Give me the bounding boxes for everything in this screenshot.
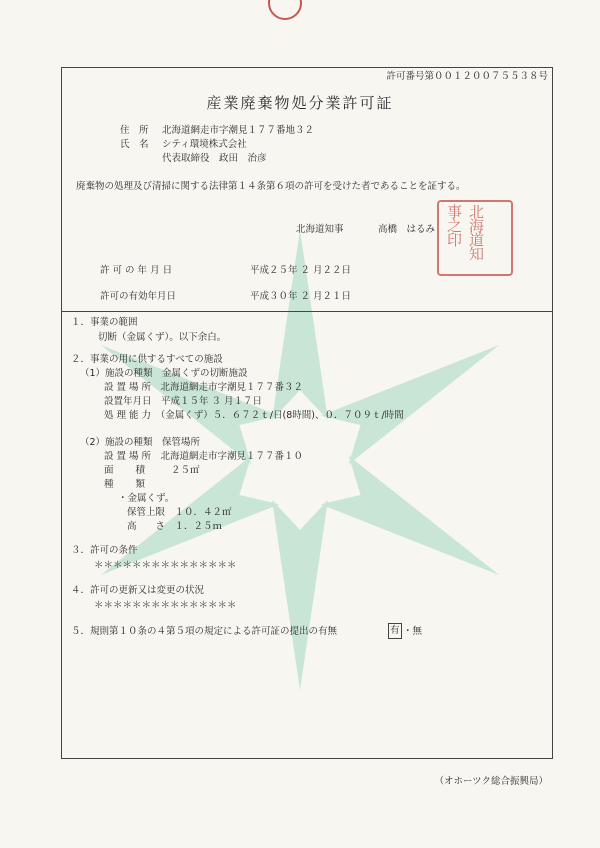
facility-2-area: ２５㎡ xyxy=(171,465,200,476)
facility-2-area-label: 面 積 xyxy=(104,465,146,476)
divider xyxy=(61,311,553,312)
expiry-date-label: 許可の有効年月日 xyxy=(100,291,177,302)
section-2-heading: ２．事業の用に供するすべての施設 xyxy=(71,354,223,365)
section-4-heading: ４．許可の更新又は変更の状況 xyxy=(71,585,205,596)
section-5-no: ・無 xyxy=(403,626,423,637)
representative: 代表取締役 政田 治彦 xyxy=(162,153,267,164)
facility-2-kind: ・金属くず。 xyxy=(118,493,175,504)
section-3-heading: ３．許可の条件 xyxy=(71,545,138,556)
certification-text: 廃棄物の処理及び清掃に関する法律第１４条第６項の許可を受けた者であることを証する。 xyxy=(76,181,466,192)
section-3-body: ＊＊＊＊＊＊＊＊＊＊＊＊＊＊＊ xyxy=(94,560,237,571)
document-title: 産業廃棄物処分業許可証 xyxy=(206,94,394,112)
issue-date-value: 平成２５年 ２ 月２２日 xyxy=(250,265,352,276)
facility-1-location: 設 置 場 所 北海道網走市字潮見１７７番３２ xyxy=(104,382,304,393)
section-4-body: ＊＊＊＊＊＊＊＊＊＊＊＊＊＊＊ xyxy=(94,600,237,611)
address-label: 住 所 xyxy=(120,125,149,136)
seal-text: 北海道知事之印 xyxy=(445,204,485,260)
facility-1-type: （1）施設の種類 金属くずの切断施設 xyxy=(80,368,248,379)
section-1-body: 切断（金属くず）。以下余白。 xyxy=(98,332,227,343)
section-5-yes: 有 xyxy=(388,623,402,639)
issue-date-label: 許 可 の 年 月 日 xyxy=(100,265,173,276)
facility-1-capacity: 処 理 能 力 （金属くず）５．６７２ｔ/日(8時間)、０．７０９ｔ/時間 xyxy=(104,410,404,421)
footer-issuer: （オホーツク総合振興局） xyxy=(434,776,548,787)
section-1-heading: １．事業の範囲 xyxy=(71,317,138,328)
facility-1-date: 設置年月日 平成１５年 ３ 月１７日 xyxy=(104,396,263,407)
facility-2-type: （2）施設の種類 保管場所 xyxy=(80,437,201,448)
facility-2-kind-label: 種 類 xyxy=(104,479,146,490)
company-name: シティ環境株式会社 xyxy=(162,139,247,150)
permit-number: 許可番号第００１２００７５５３８号 xyxy=(386,71,548,82)
governor-seal xyxy=(437,200,513,276)
expiry-date-value: 平成３０年 ２ 月２１日 xyxy=(250,291,352,302)
address-value: 北海道網走市字潮見１７７番地３２ xyxy=(162,125,315,136)
facility-2-limit: 保管上限 １０．４２㎡ xyxy=(127,507,232,518)
governor-name: 高橋 はるみ xyxy=(378,224,436,235)
governor-title: 北海道知事 xyxy=(296,224,344,235)
facility-2-location: 設 置 場 所 北海道網走市字潮見１７７番１０ xyxy=(104,451,304,462)
facility-2-height: 高 さ １．２５ｍ xyxy=(127,521,223,532)
name-label: 氏 名 xyxy=(120,139,149,150)
section-5-text: ５．規則第１０条の４第５項の規定による許可証の提出の有無 xyxy=(71,626,338,637)
